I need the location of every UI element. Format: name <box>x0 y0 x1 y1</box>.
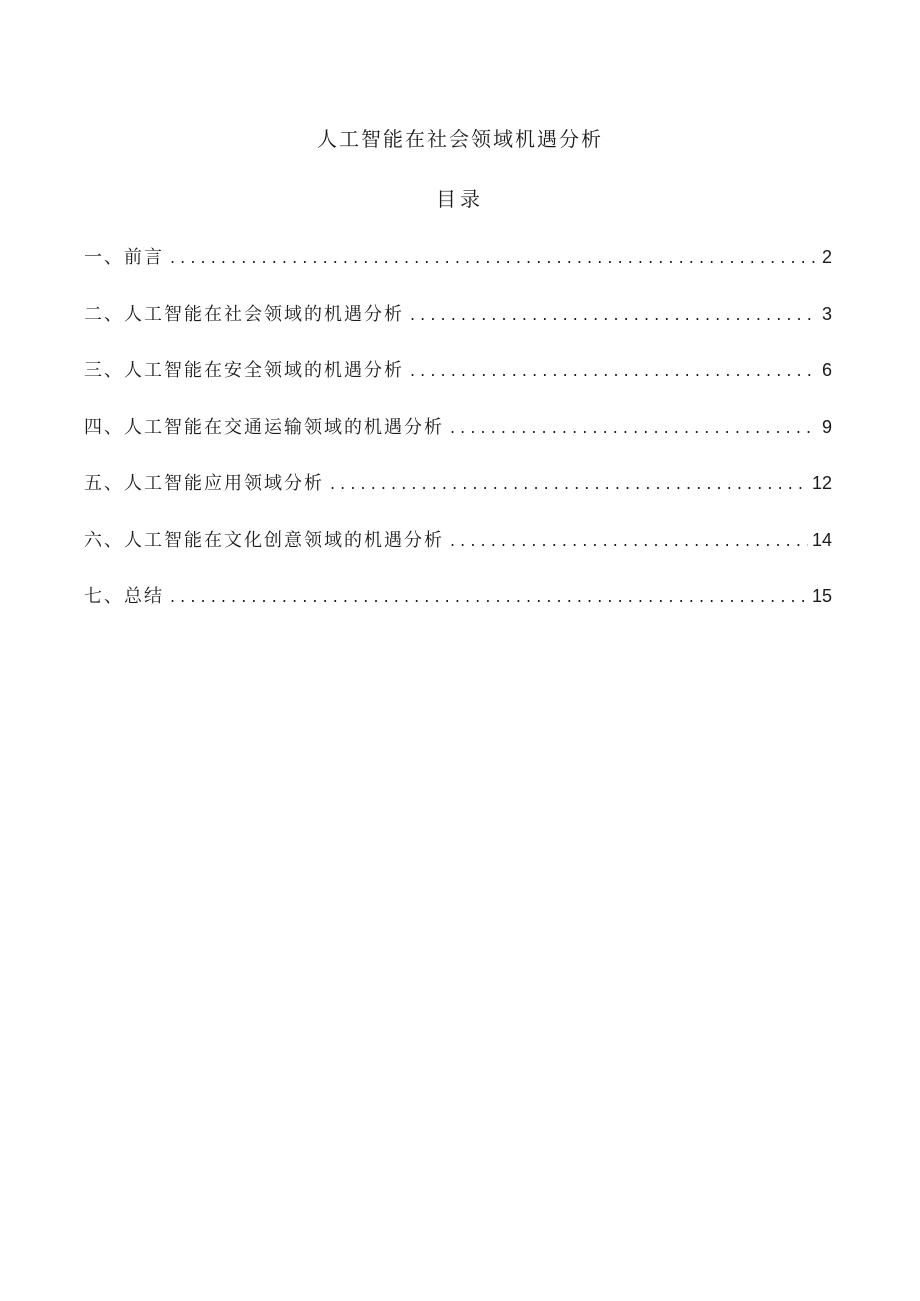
toc-entry-foreword[interactable] <box>84 240 832 297</box>
toc-entry-label: 五、人工智能应用领域分析 <box>84 473 324 494</box>
toc-leader-dots <box>450 524 808 558</box>
toc-entry-page-number: 12 <box>811 473 832 493</box>
toc-entry-social[interactable] <box>84 297 832 354</box>
toc-entry-label: 三、人工智能在安全领域的机遇分析 <box>84 360 404 381</box>
toc-entry-label: 七、总结 <box>84 586 164 607</box>
toc-entry-page-number: 14 <box>811 529 832 550</box>
toc-entry-label: 二、人工智能在社会领域的机遇分析 <box>84 303 404 325</box>
toc-entry-label: 一、前言 <box>84 247 164 268</box>
toc-leader-dots <box>170 241 818 275</box>
toc-entry-page-number: 6 <box>821 360 832 380</box>
toc-leader-dots <box>330 467 808 501</box>
toc-heading: 目录 <box>436 187 484 211</box>
toc-entry-page-number: 2 <box>821 247 832 267</box>
toc-entry-security[interactable] <box>84 353 832 410</box>
toc-entry-label: 四、人工智能在交通运输领域的机遇分析 <box>84 416 444 438</box>
toc-leader-dots <box>410 354 818 388</box>
toc-leader-dots <box>170 580 808 614</box>
toc-entry-applications[interactable] <box>84 466 832 523</box>
toc-entry-cultural-creative[interactable] <box>84 523 832 580</box>
document-title: 人工智能在社会领域机遇分析 <box>317 127 603 151</box>
toc-entry-page-number: 3 <box>821 303 832 324</box>
toc-entry-label: 六、人工智能在文化创意领域的机遇分析 <box>84 529 444 551</box>
toc-entry-page-number: 9 <box>821 416 832 437</box>
table-of-contents <box>84 240 832 636</box>
toc-leader-dots <box>450 411 818 445</box>
toc-entry-summary[interactable] <box>84 579 832 636</box>
toc-leader-dots <box>410 298 818 332</box>
toc-entry-page-number: 15 <box>811 586 832 606</box>
toc-entry-transportation[interactable] <box>84 410 832 467</box>
